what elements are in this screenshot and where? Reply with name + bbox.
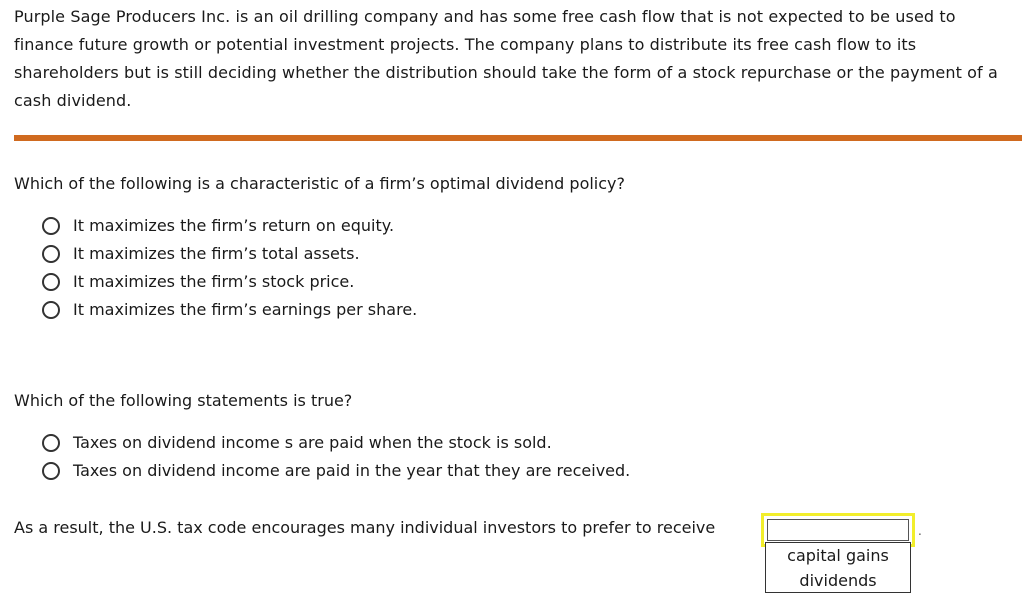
q1-option-2[interactable] <box>42 240 417 268</box>
dropdown-options-list <box>765 542 911 593</box>
q1-option-3[interactable] <box>42 268 417 296</box>
radio-button[interactable] <box>42 217 60 235</box>
question-1-options <box>42 212 417 324</box>
question-2-options <box>42 429 630 485</box>
option-label: Taxes on dividend income s are paid when the stock is sold. <box>73 433 552 452</box>
section-divider <box>14 135 1022 141</box>
question-1-text: Which of the following is a characteristic of a firm’s optimal dividend policy? <box>14 174 625 193</box>
dropdown-option-dividends[interactable]: dividends <box>799 571 877 590</box>
question-2-text: Which of the following statements is true? <box>14 391 353 410</box>
q2-option-2[interactable] <box>42 457 630 485</box>
intro-paragraph: Purple Sage Producers Inc. is an oil drilling company and has some free cash flow that is not expected to be used to finance future growth or potential investment projects. The company plans to distribute its free cash flow to its shareholders but is still deciding whether the distribution should take the form of a stock repurchase or the payment of a cash dividend. <box>14 7 998 110</box>
answer-dropdown[interactable] <box>767 519 909 541</box>
option-label: It maximizes the firm’s earnings per share. <box>73 300 418 319</box>
option-label: It maximizes the firm’s total assets. <box>73 244 360 263</box>
radio-button[interactable] <box>42 434 60 452</box>
q1-option-1[interactable] <box>42 212 417 240</box>
radio-button[interactable] <box>42 245 60 263</box>
q1-option-4[interactable] <box>42 296 417 324</box>
sentence-period: . <box>918 524 922 538</box>
radio-button[interactable] <box>42 462 60 480</box>
question-3-sentence: As a result, the U.S. tax code encourages many individual investors to prefer to receive <box>14 518 716 537</box>
dropdown-option-capital-gains[interactable]: capital gains <box>787 546 889 565</box>
radio-button[interactable] <box>42 301 60 319</box>
q2-option-1[interactable] <box>42 429 630 457</box>
option-label: Taxes on dividend income are paid in the year that they are received. <box>73 461 631 480</box>
option-label: It maximizes the firm’s return on equity. <box>73 216 395 235</box>
radio-button[interactable] <box>42 273 60 291</box>
option-label: It maximizes the firm’s stock price. <box>73 272 355 291</box>
